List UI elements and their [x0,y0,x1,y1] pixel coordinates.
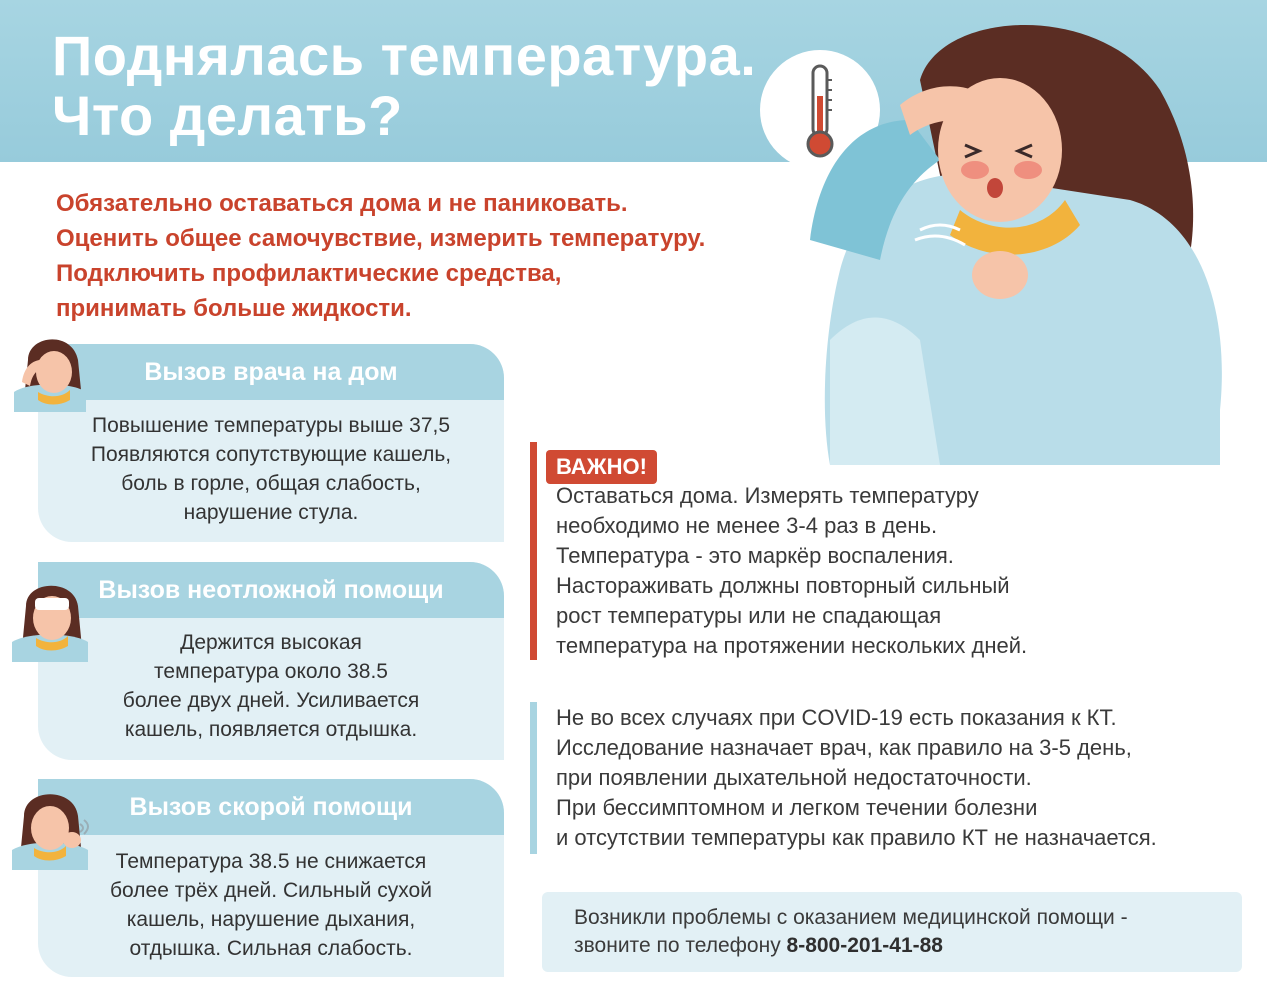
card-line: Повышение температуры выше 37,5 [91,414,451,437]
title-line-2: Что делать? [52,84,403,147]
contact-line-2 [574,932,1128,960]
intro-line-1: Обязательно оставаться дома и не паниковать. [56,190,628,217]
card-ambulance-text [38,847,504,963]
sick-woman-illustration [800,10,1240,470]
page-title [52,26,772,146]
intro-line-4: принимать больше жидкости. [56,295,412,322]
card-line: температура около 38.5 [154,660,388,683]
ct-info-line: Не во всех случаях при COVID-19 есть показания к КТ. [556,705,1117,730]
important-line: температура на протяжении нескольких дней. [556,633,1028,658]
card-line: более трёх дней. Сильный сухой [110,879,432,902]
card-line: Температура 38.5 не снижается [115,850,427,873]
ct-info-text [556,703,1157,853]
card-urgent-care-text [38,628,504,744]
important-line: Настораживать должны повторный сильный [556,573,1010,598]
card-line: нарушение стула. [183,501,359,524]
card-line: отдышка. Сильная слабость. [129,937,413,960]
intro-line-2: Оценить общее самочувствие, измерить температуру. [56,225,706,252]
important-line: необходимо не менее 3-4 раз в день. [556,513,938,538]
contact-prefix: звоните по телефону [574,934,787,957]
important-text [556,481,1027,661]
card-line: Держится высокая [180,631,362,654]
ct-info-line: При бессимптомном и легком течении болезни [556,795,1038,820]
card-urgent-care-heading: Вызов неотложной помощи [38,562,504,618]
important-accent-bar [530,442,537,660]
important-line: рост температуры или не спадающая [556,603,942,628]
ct-info-line: и отсутствии температуры как правило КТ не назначается. [556,825,1157,850]
card-line: более двух дней. Усиливается [122,689,420,712]
phone-number[interactable]: 8-800-201-41-88 [786,934,943,957]
ct-info-line: Исследование назначает врач, как правило на 3-5 день, [556,735,1132,760]
ct-info-line: при появлении дыхательной недостаточности. [556,765,1032,790]
important-badge: ВАЖНО! [546,450,657,484]
card-line: боль в горле, общая слабость, [121,472,421,495]
card-ambulance-heading: Вызов скорой помощи [38,779,504,835]
sick-girl-avatar-icon [8,330,92,412]
card-doctor-home-heading: Вызов врача на дом [38,344,504,400]
sick-girl-compress-avatar-icon [8,576,92,662]
intro-advice [56,186,816,326]
important-line: Оставаться дома. Измерять температуру [556,483,979,508]
title-line-1: Поднялась температура. [52,24,757,87]
card-doctor-home-text [38,411,504,527]
ct-info-accent-bar [530,702,537,854]
intro-line-3: Подключить профилактические средства, [56,260,562,287]
card-line: Появляются сопутствующие кашель, [90,443,452,466]
contact-text [574,904,1128,960]
important-line: Температура - это маркёр воспаления. [556,543,954,568]
contact-line-1: Возникли проблемы с оказанием медицинской помощи - [574,906,1128,929]
coughing-girl-avatar-icon [8,784,94,870]
card-line: кашель, появляется отдышка. [124,718,418,741]
card-line: кашель, нарушение дыхания, [126,908,416,931]
